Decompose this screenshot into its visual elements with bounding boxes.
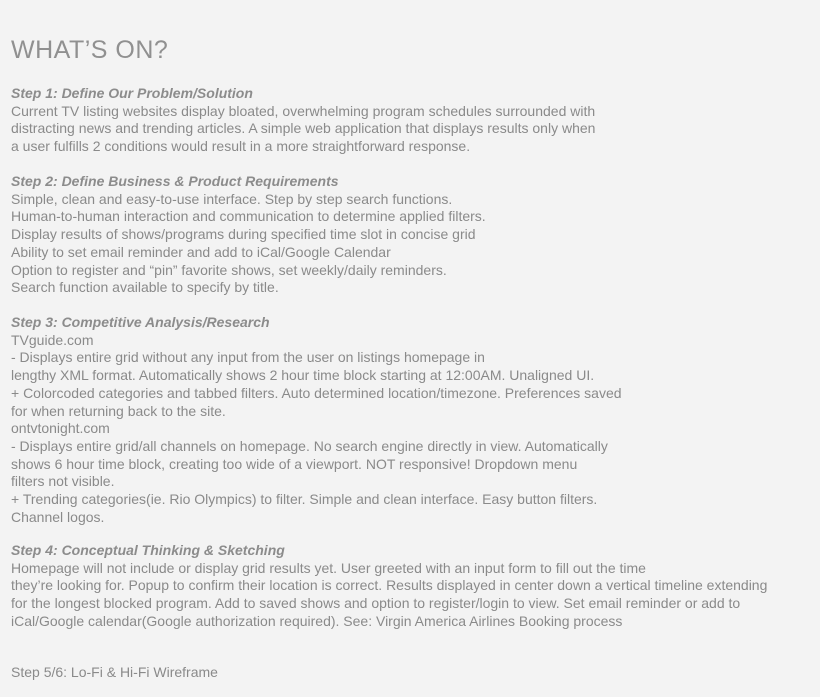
step-text-line: - Displays entire grid without any input from the user on listings homepage in bbox=[11, 349, 485, 366]
step-text-line: Homepage will not include or display grid results yet. User greeted with an input form to fill out the time bbox=[11, 559, 646, 576]
step-text-line: filters not visible. bbox=[11, 473, 115, 490]
step-text-line: lengthy XML format. Automatically shows 2 hour time block starting at 12:00AM. Unaligned UI. bbox=[11, 367, 595, 384]
step-text-line: Search function available to specify by title. bbox=[11, 279, 279, 296]
step-4-section bbox=[11, 542, 816, 631]
page-title: WHAT’S ON? bbox=[11, 36, 169, 64]
step-text-line: Simple, clean and easy-to-use interface. Step by step search functions. bbox=[11, 190, 453, 207]
step-text-line: for the longest blocked program. Add to saved shows and option to register/login to view. Set email reminder or add to bbox=[11, 595, 741, 612]
step-text-line: Display results of shows/programs during specified time slot in concise grid bbox=[11, 226, 476, 243]
step-text-line: they’re looking for. Popup to confirm their location is correct. Results displayed in center down a vertical timeline extending bbox=[11, 577, 768, 594]
step-text-line: + Colorcoded categories and tabbed filters. Auto determined location/timezone. Preferences saved bbox=[11, 384, 622, 401]
step-heading: Step 1: Define Our Problem/Solution bbox=[11, 85, 253, 101]
step-5-6-label: Step 5/6: Lo-Fi & Hi-Fi Wireframe bbox=[11, 664, 218, 680]
step-heading: Step 2: Define Business & Product Requirements bbox=[11, 173, 339, 189]
step-text-line: Human-to-human interaction and communication to determine applied filters. bbox=[11, 208, 486, 225]
step-text-line: Ability to set email reminder and add to iCal/Google Calendar bbox=[11, 243, 391, 260]
step-text-line: ontvtonight.com bbox=[11, 420, 110, 437]
step-1-section bbox=[11, 85, 816, 156]
step-heading: Step 4: Conceptual Thinking & Sketching bbox=[11, 542, 285, 558]
step-2-section bbox=[11, 173, 816, 297]
step-text-line: distracting news and trending articles. A simple web application that displays results only when bbox=[11, 120, 596, 137]
step-heading: Step 3: Competitive Analysis/Research bbox=[11, 314, 270, 330]
step-text-line: - Displays entire grid/all channels on homepage. No search engine directly in view. Automatically bbox=[11, 437, 608, 454]
step-3-section bbox=[11, 314, 816, 526]
step-text-line: iCal/Google calendar(Google authorization required). See: Virgin America Airlines Booking process bbox=[11, 612, 623, 629]
step-text-line: shows 6 hour time block, creating too wide of a viewport. NOT responsive! Dropdown menu bbox=[11, 455, 578, 472]
step-text-line: Current TV listing websites display bloated, overwhelming program schedules surrounded with bbox=[11, 102, 596, 119]
step-text-line: + Trending categories(ie. Rio Olympics) to filter. Simple and clean interface. Easy button filters. bbox=[11, 491, 598, 508]
step-text-line: TVguide.com bbox=[11, 331, 94, 348]
step-text-line: Option to register and “pin” favorite shows, set weekly/daily reminders. bbox=[11, 261, 447, 278]
step-text-line: for when returning back to the site. bbox=[11, 402, 226, 419]
step-text-line: Channel logos. bbox=[11, 508, 105, 525]
step-text-line: a user fulfills 2 conditions would result in a more straightforward response. bbox=[11, 138, 471, 155]
